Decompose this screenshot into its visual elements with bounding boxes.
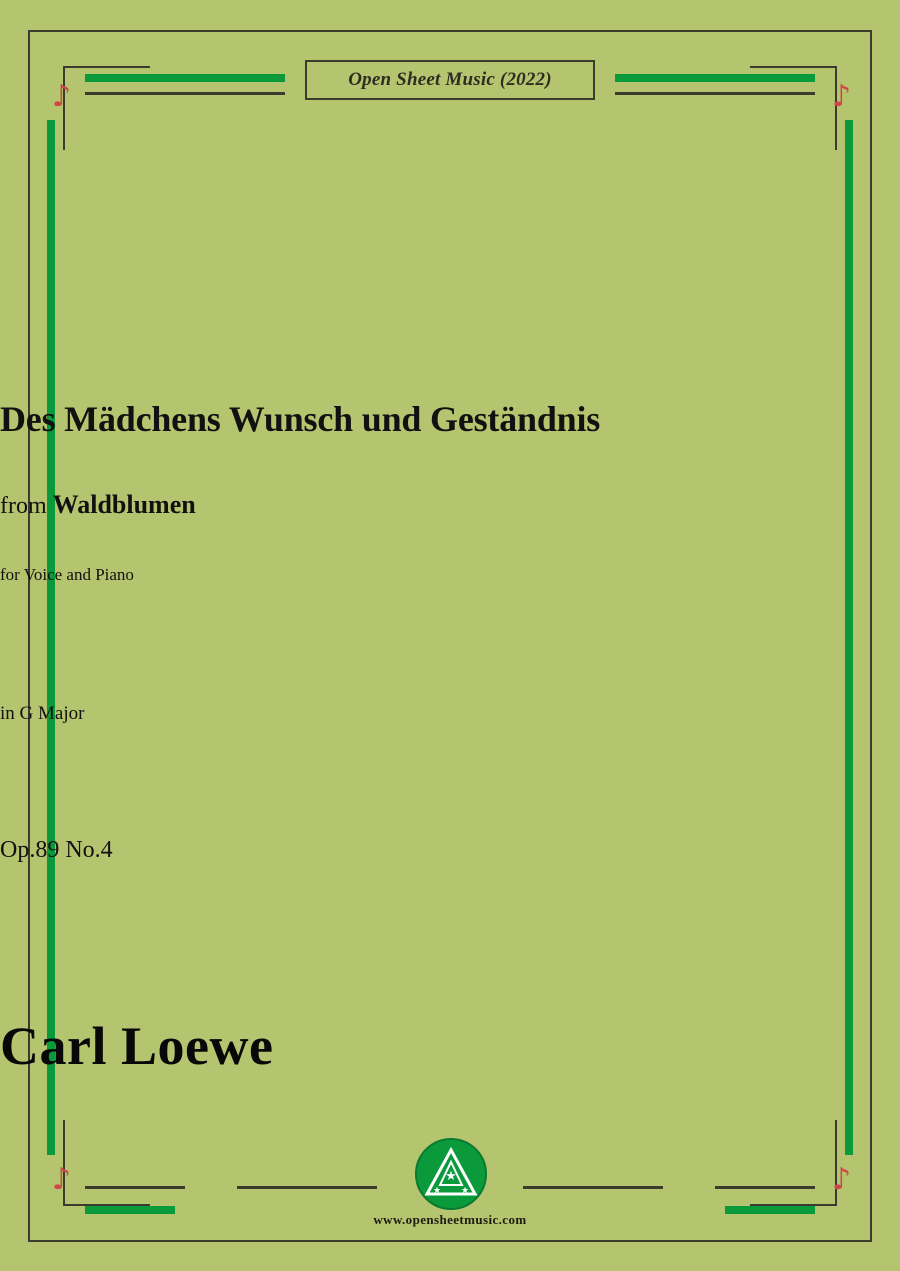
- frame-gap-right: [828, 150, 842, 1120]
- svg-text:★: ★: [445, 1169, 457, 1184]
- rule-top-left: [85, 92, 285, 95]
- green-bar-top-left: [85, 74, 285, 82]
- composer-name: Carl Loewe: [0, 1016, 274, 1076]
- rule-top-right: [615, 92, 815, 95]
- instrumentation-label: for Voice and Piano: [0, 565, 134, 584]
- collection-line: [0, 490, 760, 520]
- key-label: in G Major: [0, 703, 85, 724]
- svg-text:★: ★: [460, 1186, 470, 1196]
- collection-title: Waldblumen: [52, 490, 196, 519]
- page-title: Des Mädchens Wunsch und Geständnis: [0, 399, 601, 439]
- opensheetmusic-logo: [415, 1138, 487, 1210]
- svg-text:★: ★: [432, 1186, 442, 1196]
- rule-bottom-right-outer: [715, 1186, 815, 1189]
- green-bar-right-vertical: [845, 120, 853, 1155]
- music-note-icon-top-left: ♪: [52, 79, 72, 114]
- from-label: from: [0, 493, 47, 519]
- rule-bottom-left-outer: [85, 1186, 185, 1189]
- rule-bottom-left-inner: [237, 1186, 377, 1189]
- green-bar-top-right: [615, 74, 815, 82]
- opus-label: Op.89 No.4: [0, 837, 113, 863]
- publisher-badge: [305, 60, 595, 100]
- frame-gap-left: [58, 150, 72, 1120]
- publisher-badge-label: Open Sheet Music (2022): [348, 69, 552, 90]
- green-bar-left-vertical: [47, 120, 55, 1155]
- website-url: www.opensheetmusic.com: [373, 1212, 527, 1227]
- music-note-icon-bottom-left: ♪: [52, 1162, 72, 1197]
- rule-bottom-right-inner: [523, 1186, 663, 1189]
- music-note-icon-bottom-right: ♪: [832, 1162, 852, 1197]
- music-note-icon-top-right: ♪: [832, 79, 852, 114]
